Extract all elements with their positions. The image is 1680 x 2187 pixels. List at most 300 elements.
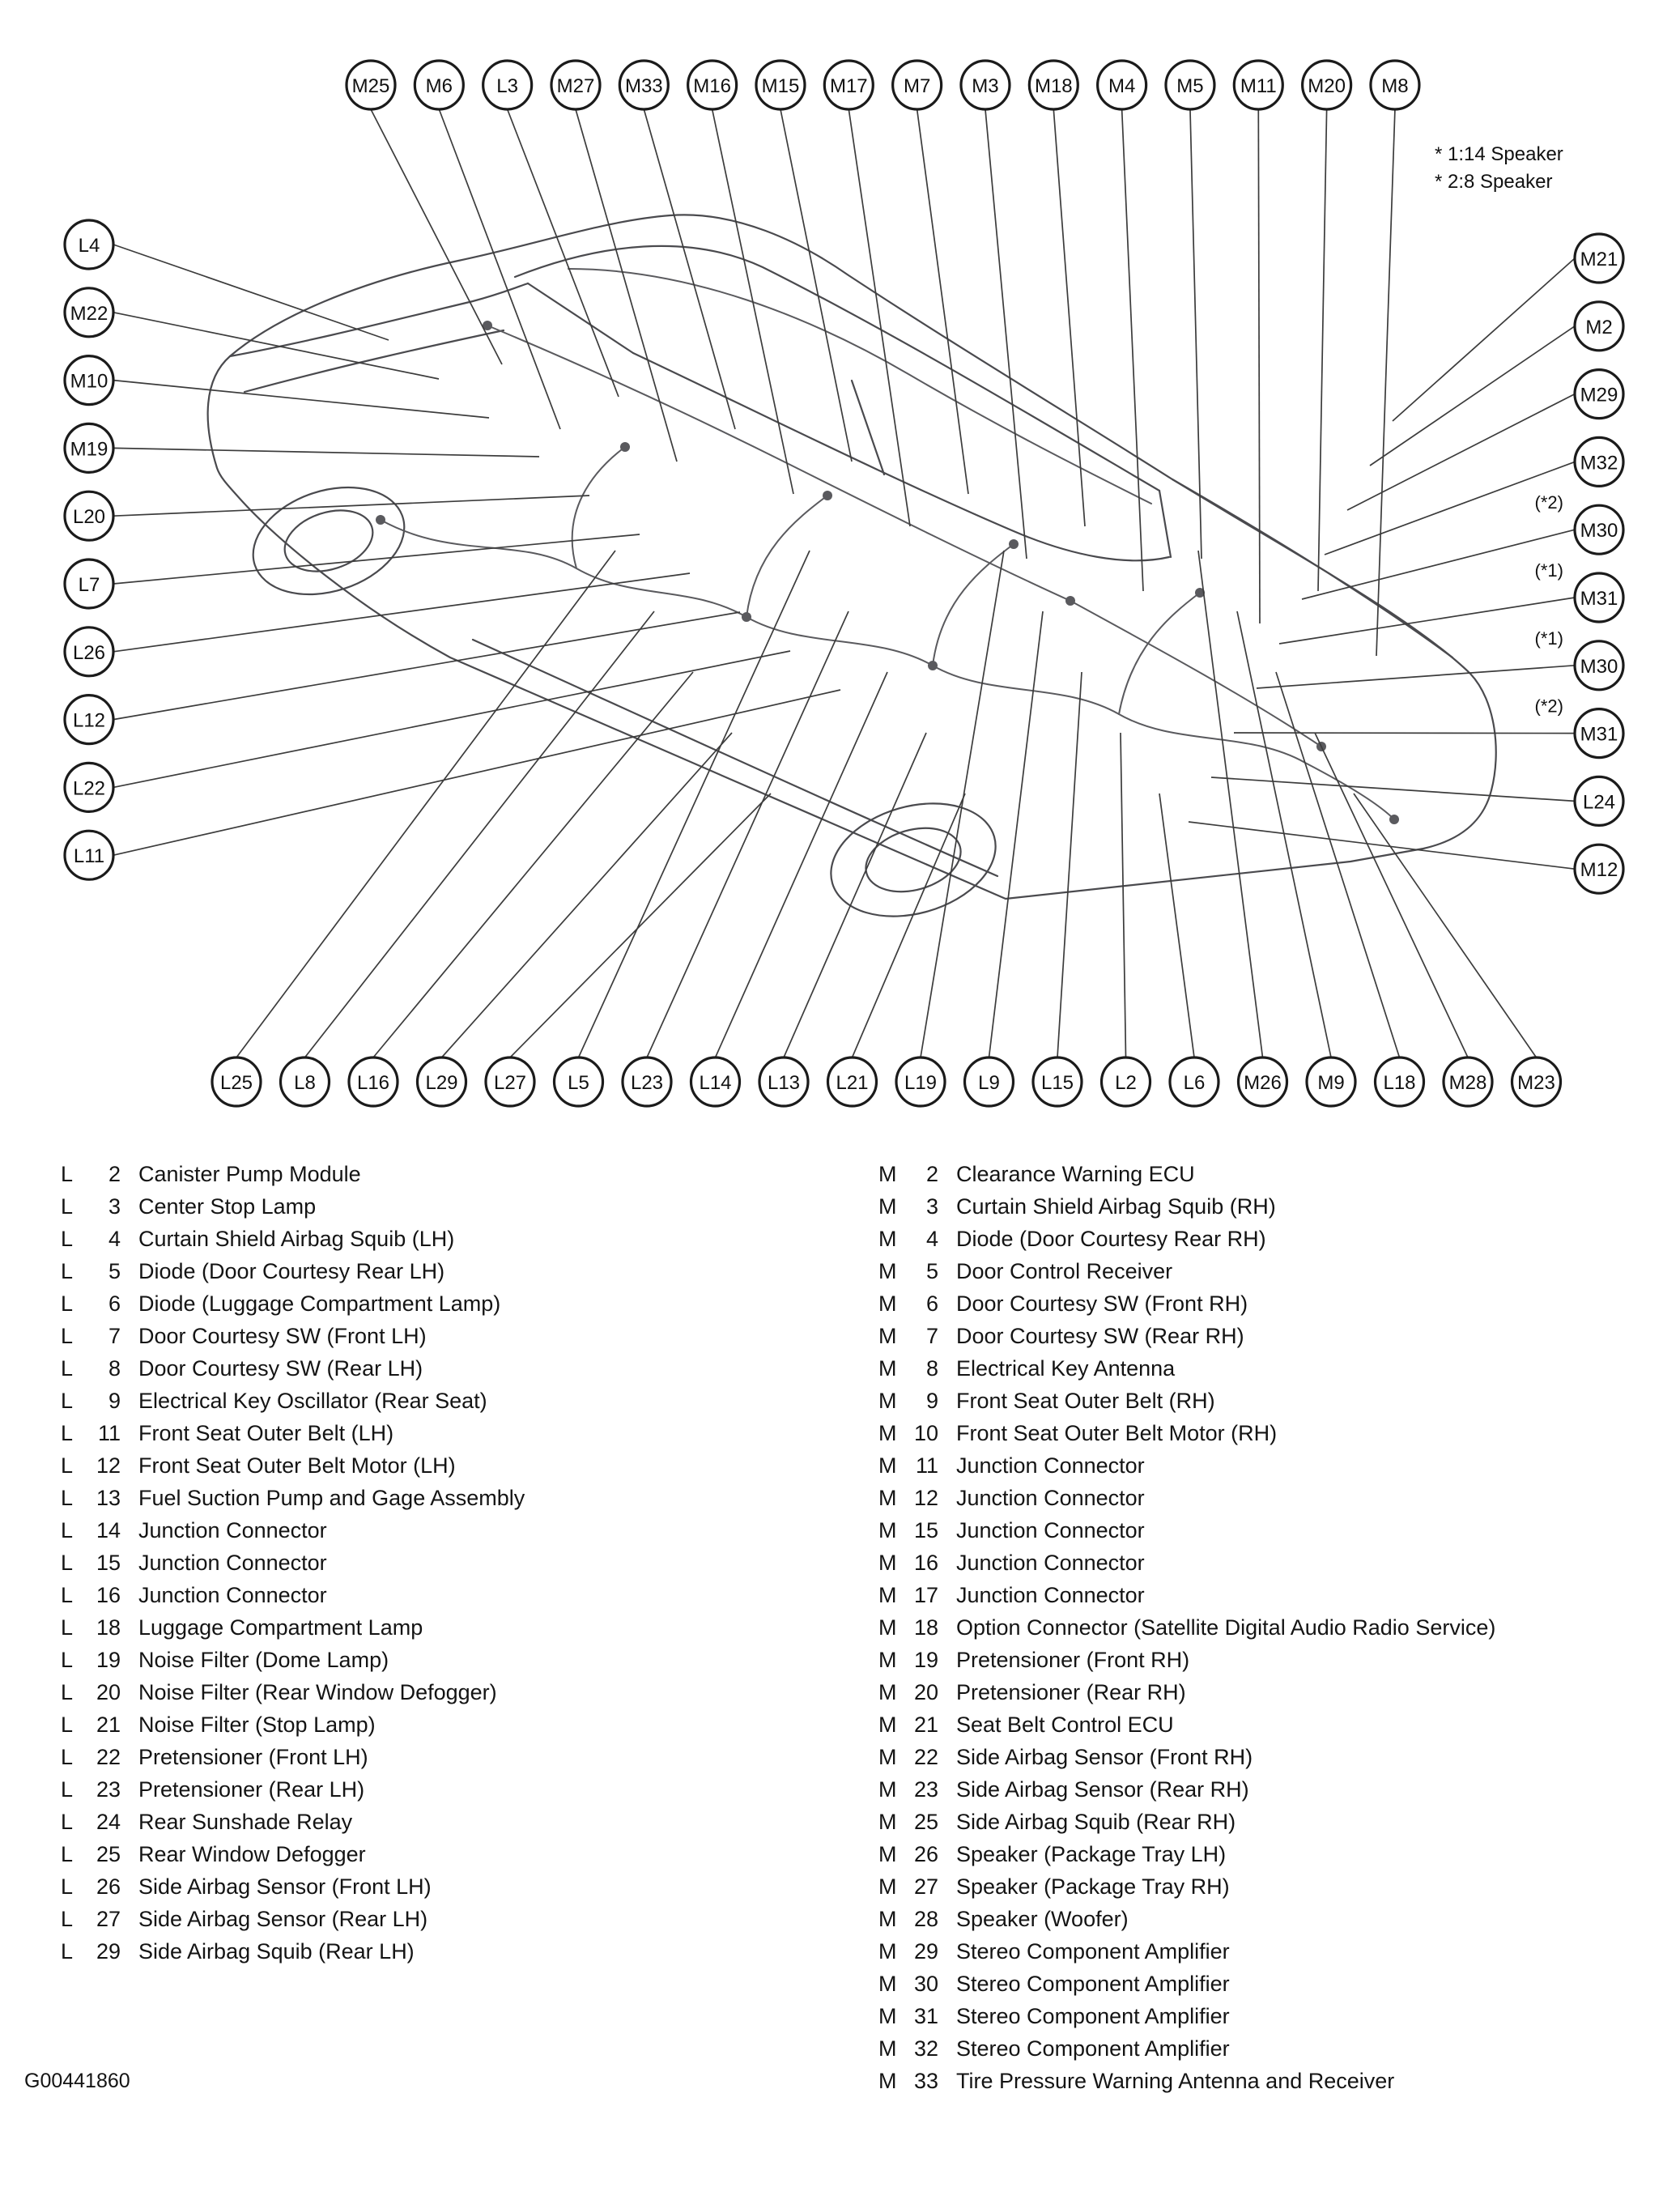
- component-name: Pretensioner (Rear LH): [138, 1777, 365, 1802]
- callout-label: L21: [836, 1072, 869, 1094]
- legend-row-l19: [61, 1644, 854, 1676]
- legend-row-l13: [61, 1482, 854, 1514]
- component-name: Side Airbag Sensor (Front LH): [138, 1874, 432, 1899]
- callout-label: M25: [351, 75, 390, 97]
- legend-row-m20: [878, 1676, 1672, 1708]
- leader-lines: [113, 109, 1575, 1057]
- callout-m11: [1234, 61, 1282, 109]
- component-name: Junction Connector: [956, 1486, 1145, 1510]
- component-name: Stereo Component Amplifier: [956, 1972, 1230, 1996]
- callout-l2: [1102, 1057, 1150, 1106]
- callout-m27: [551, 61, 600, 109]
- callout-l27: [486, 1057, 534, 1106]
- legend-row-m31: [878, 2000, 1672, 2032]
- component-name: Curtain Shield Airbag Squib (LH): [138, 1227, 455, 1251]
- callout-m10: [65, 356, 113, 405]
- callout-label: M15: [761, 75, 800, 97]
- rear-wheel-hub: [858, 818, 968, 902]
- component-code-number: 12: [913, 1486, 938, 1510]
- legend-row-m4: [878, 1223, 1672, 1255]
- component-code-letter: M: [878, 1842, 897, 1866]
- callout-m8: [1371, 61, 1419, 109]
- callout-l11: [65, 831, 113, 879]
- legend-row-l29: [61, 1935, 854, 1968]
- component-code-letter: L: [61, 1356, 74, 1381]
- legend-row-l20: [61, 1676, 854, 1708]
- callout-m12: [1575, 845, 1623, 893]
- callout-label: M29: [1580, 384, 1618, 406]
- component-name: Door Courtesy SW (Front RH): [956, 1291, 1248, 1316]
- component-code-letter: M: [878, 1551, 897, 1575]
- component-code-number: 21: [96, 1713, 121, 1737]
- component-name: Diode (Luggage Compartment Lamp): [138, 1291, 501, 1316]
- component-code-number: 23: [913, 1777, 938, 1802]
- component-code-number: 31: [913, 2004, 938, 2028]
- callout-l22: [65, 763, 113, 811]
- callout-l13: [759, 1057, 808, 1106]
- legend-row-l9: [61, 1385, 854, 1417]
- callout-l7: [65, 560, 113, 608]
- callout-m18: [1029, 61, 1078, 109]
- leader-line: [1237, 611, 1331, 1057]
- callout-label: M3: [972, 75, 999, 97]
- component-name: Front Seat Outer Belt Motor (RH): [956, 1421, 1278, 1445]
- callout-label: M12: [1580, 859, 1618, 882]
- component-code-letter: L: [61, 1324, 74, 1348]
- leader-line: [647, 611, 849, 1057]
- legend-row-l18: [61, 1611, 854, 1644]
- callout-m19: [65, 423, 113, 472]
- component-name: Center Stop Lamp: [138, 1194, 317, 1219]
- leader-line: [917, 109, 968, 494]
- harness-rear: [1070, 601, 1321, 747]
- callout-m17: [824, 61, 873, 109]
- component-code-letter: M: [878, 1713, 897, 1737]
- legend-row-l3: [61, 1190, 854, 1223]
- leader-line: [113, 534, 640, 584]
- legend-row-m6: [878, 1287, 1672, 1320]
- leader-line: [1376, 109, 1395, 656]
- leader-line: [113, 651, 790, 787]
- callout-label: M8: [1381, 75, 1409, 97]
- component-code-number: 9: [925, 1389, 938, 1413]
- legend-row-l4: [61, 1223, 854, 1255]
- component-code-number: 26: [96, 1874, 121, 1899]
- component-code-letter: M: [878, 1615, 897, 1640]
- legend-row-m17: [878, 1579, 1672, 1611]
- component-code-letter: L: [61, 1842, 74, 1866]
- component-code-letter: L: [61, 1162, 74, 1186]
- component-code-letter: L: [61, 1810, 74, 1834]
- component-code-number: 27: [96, 1907, 121, 1931]
- component-name: Door Courtesy SW (Rear RH): [956, 1324, 1244, 1348]
- callout-m28: [1444, 1057, 1492, 1106]
- rear-wheel: [818, 785, 1009, 934]
- component-code-letter: L: [61, 1486, 74, 1510]
- leader-line: [1198, 551, 1263, 1057]
- component-code-number: 25: [913, 1810, 938, 1834]
- component-code-number: 19: [96, 1648, 121, 1672]
- component-name: Noise Filter (Rear Window Defogger): [138, 1680, 497, 1704]
- front-wheel: [240, 469, 419, 612]
- component-code-letter: L: [61, 1874, 74, 1899]
- component-code-letter: L: [61, 1615, 74, 1640]
- component-code-letter: L: [61, 1648, 74, 1672]
- component-code-letter: M: [878, 1194, 897, 1219]
- legend-row-m16: [878, 1547, 1672, 1579]
- callout-l25: [212, 1057, 261, 1106]
- leader-line: [113, 381, 489, 418]
- callout-m21: [1575, 234, 1623, 283]
- component-name: Side Airbag Squib (Rear RH): [956, 1810, 1236, 1834]
- car-a-pillar: [528, 283, 633, 353]
- callout-m4: [1098, 61, 1146, 109]
- leader-line: [371, 109, 502, 364]
- callout-label: L5: [568, 1072, 589, 1094]
- legend-row-m33: [878, 2065, 1672, 2097]
- component-code-number: 3: [925, 1194, 938, 1219]
- callout-l6: [1170, 1057, 1219, 1106]
- callout-label: L6: [1183, 1072, 1206, 1094]
- callout-label: M27: [556, 75, 595, 97]
- legend-row-l21: [61, 1708, 854, 1741]
- component-code-number: 8: [108, 1356, 121, 1381]
- callout-label: L15: [1040, 1072, 1074, 1094]
- component-code-number: 10: [913, 1421, 938, 1445]
- callout-l18: [1376, 1057, 1424, 1106]
- connector-node: [1389, 815, 1399, 824]
- legend-row-m5: [878, 1255, 1672, 1287]
- component-name: Front Seat Outer Belt Motor (LH): [138, 1453, 456, 1478]
- legend-row-l14: [61, 1514, 854, 1547]
- callout-label: M26: [1244, 1072, 1282, 1094]
- component-name: Noise Filter (Dome Lamp): [138, 1648, 389, 1672]
- leader-line: [113, 313, 439, 379]
- callout-m3: [961, 61, 1010, 109]
- component-name: Luggage Compartment Lamp: [138, 1615, 423, 1640]
- component-code-number: 19: [913, 1648, 938, 1672]
- callout-label: M18: [1034, 75, 1073, 97]
- connector-node: [742, 612, 751, 622]
- component-code-letter: M: [878, 1745, 897, 1769]
- callouts: [65, 61, 1623, 1106]
- component-code-number: 21: [913, 1713, 938, 1737]
- connector-node: [376, 515, 385, 525]
- leader-line: [508, 109, 619, 397]
- legend-row-l16: [61, 1579, 854, 1611]
- callout-prefix: (*1): [1534, 628, 1563, 649]
- component-code-letter: M: [878, 1939, 897, 1964]
- legend-row-l7: [61, 1320, 854, 1352]
- component-name: Door Courtesy SW (Front LH): [138, 1324, 427, 1348]
- component-code-number: 23: [96, 1777, 121, 1802]
- legend-row-l25: [61, 1838, 854, 1870]
- callout-m30: [1535, 628, 1623, 690]
- callout-label: M20: [1308, 75, 1346, 97]
- connector-node: [1065, 596, 1075, 606]
- component-code-letter: M: [878, 1356, 897, 1381]
- callout-label: L9: [978, 1072, 1000, 1094]
- leader-line: [113, 496, 589, 516]
- car-trunk-line: [1172, 479, 1452, 657]
- legend-row-m7: [878, 1320, 1672, 1352]
- component-code-letter: M: [878, 2069, 897, 2093]
- component-code-number: 30: [913, 1972, 938, 1996]
- callout-m7: [893, 61, 942, 109]
- component-name: Rear Sunshade Relay: [138, 1810, 353, 1834]
- component-name: Speaker (Package Tray RH): [956, 1874, 1230, 1899]
- component-code-letter: M: [878, 1874, 897, 1899]
- component-name: Stereo Component Amplifier: [956, 2004, 1230, 2028]
- callout-label: M16: [693, 75, 731, 97]
- callout-m15: [756, 61, 805, 109]
- callout-l21: [828, 1057, 877, 1106]
- legend-row-m22: [878, 1741, 1672, 1773]
- component-code-number: 17: [913, 1583, 938, 1607]
- component-name: Tire Pressure Warning Antenna and Receiver: [956, 2069, 1395, 2093]
- leader-line: [1234, 733, 1575, 734]
- legend-row-l11: [61, 1417, 854, 1449]
- component-code-letter: M: [878, 1291, 897, 1316]
- callout-label: M7: [903, 75, 931, 97]
- component-name: Door Courtesy SW (Rear LH): [138, 1356, 423, 1381]
- callout-label: L20: [72, 506, 106, 529]
- callout-prefix: (*2): [1534, 492, 1563, 513]
- component-code-letter: M: [878, 1907, 897, 1931]
- component-name: Side Airbag Squib (Rear LH): [138, 1939, 415, 1964]
- component-code-number: 13: [96, 1486, 121, 1510]
- callout-l14: [691, 1057, 740, 1106]
- component-name: Seat Belt Control ECU: [956, 1713, 1174, 1737]
- leader-line: [1258, 109, 1260, 623]
- component-code-number: 33: [913, 2069, 938, 2093]
- component-code-letter: L: [61, 1583, 74, 1607]
- component-code-number: 15: [96, 1551, 121, 1575]
- leader-line: [1189, 822, 1575, 869]
- component-code-letter: M: [878, 1453, 897, 1478]
- callout-l16: [349, 1057, 398, 1106]
- car-roofline: [515, 246, 1159, 491]
- component-name: Junction Connector: [138, 1583, 327, 1607]
- callout-label: M21: [1580, 249, 1618, 270]
- component-name: Stereo Component Amplifier: [956, 2036, 1230, 2061]
- component-code-number: 4: [108, 1227, 121, 1251]
- legend-row-m2: [878, 1158, 1672, 1190]
- component-code-letter: M: [878, 2004, 897, 2028]
- component-name: Pretensioner (Front LH): [138, 1745, 368, 1769]
- component-code-letter: M: [878, 1518, 897, 1542]
- component-code-number: 2: [925, 1162, 938, 1186]
- legend-row-m21: [878, 1708, 1672, 1741]
- component-code-number: 32: [913, 2036, 938, 2061]
- component-code-number: 12: [96, 1453, 121, 1478]
- connector-node: [928, 661, 938, 670]
- car-beltline: [633, 353, 1169, 560]
- component-code-letter: L: [61, 1713, 74, 1737]
- component-name: Diode (Door Courtesy Rear LH): [138, 1259, 445, 1283]
- component-name: Front Seat Outer Belt (LH): [138, 1421, 394, 1445]
- callout-m31: [1535, 560, 1623, 622]
- legend-row-m28: [878, 1903, 1672, 1935]
- leader-line: [1057, 672, 1082, 1057]
- legend-row-l2: [61, 1158, 854, 1190]
- leader-line: [1354, 794, 1537, 1057]
- callout-label: L3: [496, 75, 519, 97]
- callout-label: L26: [72, 641, 106, 664]
- leader-line: [1053, 109, 1085, 526]
- component-name: Side Airbag Sensor (Front RH): [956, 1745, 1253, 1769]
- component-code-number: 24: [96, 1810, 121, 1834]
- callout-l12: [65, 696, 113, 744]
- component-name: Electrical Key Antenna: [956, 1356, 1176, 1381]
- callout-label: L24: [1582, 791, 1616, 814]
- callout-l26: [65, 628, 113, 676]
- callout-m26: [1239, 1057, 1287, 1106]
- connector-node: [1009, 539, 1019, 549]
- leader-line: [1122, 109, 1143, 591]
- leader-line: [1211, 777, 1575, 801]
- component-name: Speaker (Woofer): [956, 1907, 1129, 1931]
- component-code-number: 25: [96, 1842, 121, 1866]
- component-name: Side Airbag Sensor (Rear LH): [138, 1907, 428, 1931]
- callout-label: L25: [219, 1072, 253, 1094]
- leader-line: [113, 573, 690, 652]
- legend-column-left: [61, 1158, 854, 1968]
- leader-line: [1257, 666, 1575, 688]
- callout-label: L4: [78, 235, 100, 257]
- component-code-number: 29: [913, 1939, 938, 1964]
- legend-row-m32: [878, 2032, 1672, 2065]
- component-code-number: 28: [913, 1907, 938, 1931]
- callout-l29: [418, 1057, 466, 1106]
- component-code-number: 11: [915, 1453, 938, 1478]
- legend-row-l6: [61, 1287, 854, 1320]
- component-code-letter: L: [61, 1939, 74, 1964]
- component-code-letter: M: [878, 1777, 897, 1802]
- callout-label: L14: [699, 1072, 732, 1094]
- component-code-number: 16: [96, 1583, 121, 1607]
- component-name: Noise Filter (Stop Lamp): [138, 1713, 376, 1737]
- leader-line: [579, 551, 810, 1057]
- legend-row-l24: [61, 1806, 854, 1838]
- callout-label: M6: [425, 75, 453, 97]
- leader-line: [113, 448, 539, 457]
- legend-row-l22: [61, 1741, 854, 1773]
- callout-label: M32: [1580, 452, 1618, 474]
- component-code-number: 14: [96, 1518, 121, 1542]
- callout-label: L13: [767, 1072, 801, 1094]
- callout-label: L19: [904, 1072, 938, 1094]
- component-code-number: 9: [108, 1389, 121, 1413]
- callout-prefix: (*1): [1534, 560, 1563, 581]
- leader-line: [113, 612, 740, 720]
- leader-line: [780, 109, 852, 462]
- callout-l5: [555, 1057, 603, 1106]
- leader-line: [1318, 109, 1327, 591]
- leader-line: [576, 109, 677, 462]
- component-code-number: 8: [925, 1356, 938, 1381]
- component-code-number: 22: [96, 1745, 121, 1769]
- component-code-letter: M: [878, 1421, 897, 1445]
- component-code-letter: M: [878, 1227, 897, 1251]
- component-name: Curtain Shield Airbag Squib (RH): [956, 1194, 1276, 1219]
- callout-l19: [896, 1057, 945, 1106]
- component-code-number: 22: [913, 1745, 938, 1769]
- component-code-letter: M: [878, 2036, 897, 2061]
- leader-line: [1315, 733, 1468, 1057]
- component-code-number: 20: [96, 1680, 121, 1704]
- callout-l8: [281, 1057, 330, 1106]
- legend-row-m8: [878, 1352, 1672, 1385]
- callout-m30: [1535, 492, 1623, 554]
- legend-row-m3: [878, 1190, 1672, 1223]
- callout-label: L29: [425, 1072, 458, 1094]
- component-code-letter: L: [61, 1389, 74, 1413]
- component-code-number: 5: [925, 1259, 938, 1283]
- component-code-letter: M: [878, 1648, 897, 1672]
- component-code-letter: L: [61, 1777, 74, 1802]
- legend-row-m11: [878, 1449, 1672, 1482]
- callout-m9: [1307, 1057, 1355, 1106]
- legend-row-l27: [61, 1903, 854, 1935]
- component-name: Pretensioner (Rear RH): [956, 1680, 1186, 1704]
- legend-row-l8: [61, 1352, 854, 1385]
- legend-row-m10: [878, 1417, 1672, 1449]
- component-name: Door Control Receiver: [956, 1259, 1173, 1283]
- callout-label: L11: [73, 845, 105, 868]
- wiring-harness: [376, 269, 1399, 824]
- component-code-letter: L: [61, 1453, 74, 1478]
- callout-label: M19: [70, 438, 108, 461]
- component-code-letter: M: [878, 1389, 897, 1413]
- component-code-number: 11: [97, 1421, 121, 1445]
- component-code-letter: M: [878, 1162, 897, 1186]
- leader-line: [989, 611, 1044, 1057]
- component-code-number: 2: [108, 1162, 121, 1186]
- callout-label: L2: [1115, 1072, 1137, 1094]
- callout-l20: [65, 491, 113, 540]
- legend-row-m9: [878, 1385, 1672, 1417]
- component-code-letter: L: [61, 1421, 74, 1445]
- callout-label: M33: [624, 75, 663, 97]
- callout-l4: [65, 220, 113, 269]
- legend-row-l15: [61, 1547, 854, 1579]
- harness-branch-4: [1119, 593, 1200, 714]
- callout-m22: [65, 288, 113, 337]
- component-name: Junction Connector: [138, 1551, 327, 1575]
- leader-line: [1370, 326, 1575, 466]
- component-code-number: 6: [108, 1291, 121, 1316]
- leader-line: [1302, 530, 1575, 599]
- component-code-letter: L: [61, 1680, 74, 1704]
- legend-row-m19: [878, 1644, 1672, 1676]
- component-code-letter: M: [878, 1324, 897, 1348]
- component-code-letter: M: [878, 1259, 897, 1283]
- component-code-number: 4: [925, 1227, 938, 1251]
- component-code-number: 20: [913, 1680, 938, 1704]
- legend-row-m12: [878, 1482, 1672, 1514]
- callout-label: M4: [1108, 75, 1136, 97]
- legend-row-m30: [878, 1968, 1672, 2000]
- leader-line: [1159, 794, 1194, 1057]
- callout-label: M2: [1585, 316, 1613, 338]
- legend-row-m25: [878, 1806, 1672, 1838]
- component-code-letter: L: [61, 1194, 74, 1219]
- callout-m33: [619, 61, 668, 109]
- callout-l9: [965, 1057, 1014, 1106]
- car-c-pillar: [1159, 491, 1171, 557]
- component-code-number: 18: [913, 1615, 938, 1640]
